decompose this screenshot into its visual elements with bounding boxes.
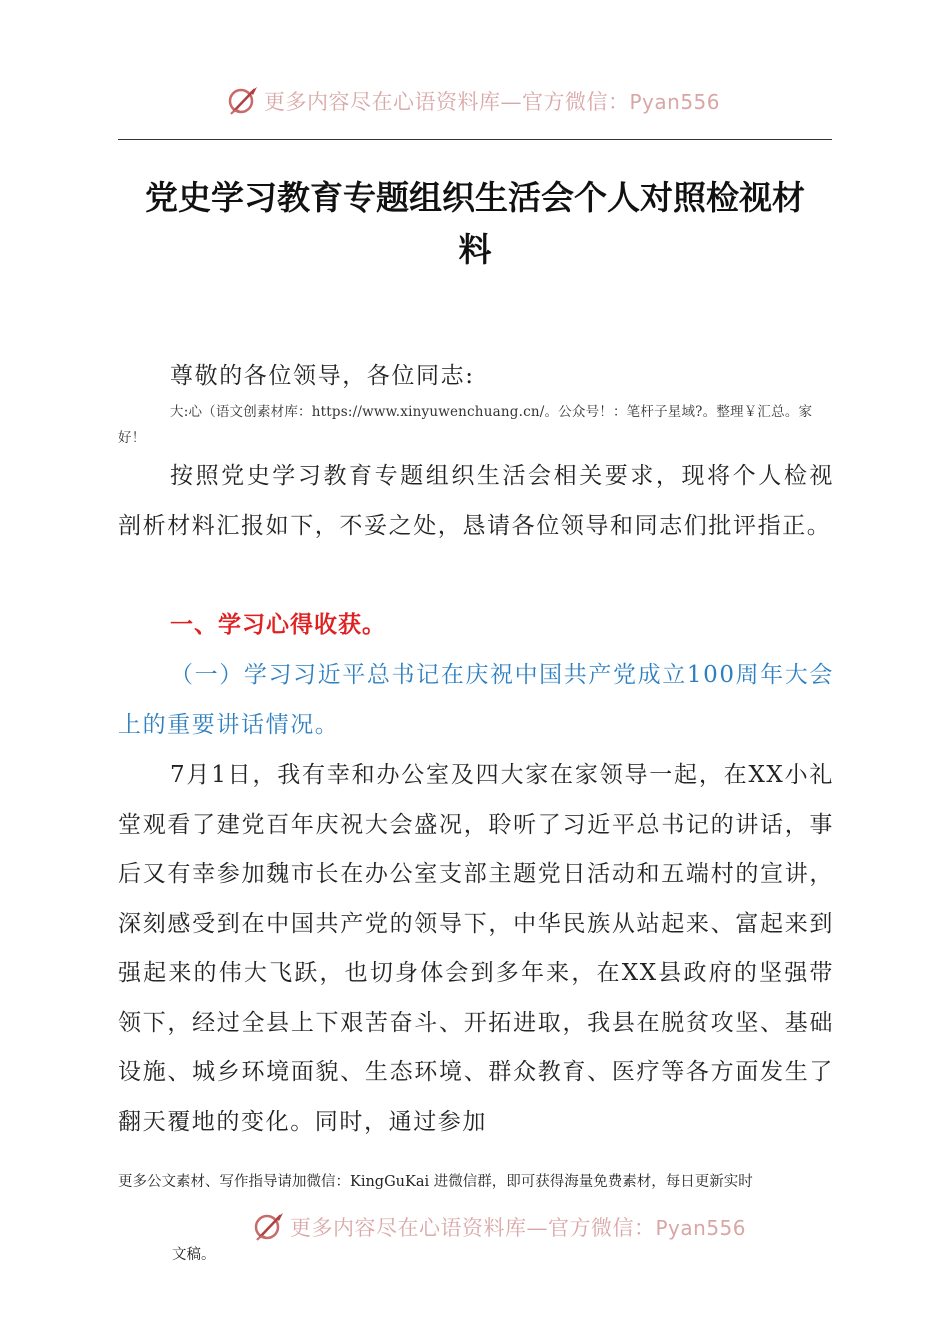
body-paragraph: 7月1日，我有幸和办公室及四大家在家领导一起，在XX小礼堂观看了建党百年庆祝大会盛况，聆听了习近平总书记的讲话，事后又有幸参加魏市长在办公室支部主题党日活动和五端村的宣讲，深刻感受到在中国共产党的领导下，中华民族从站起来、富起来到强起来的伟大飞跃，也切身体会到多年来，在XX县政府的坚强带领下，经过全县上下艰苦奋斗、开拓进取，我县在脱贫攻坚、基础设施、城乡环境面貌、生态环境、群众教育、医疗等各方面发生了翻天覆地的变化。同时，通过参加 (118, 762, 834, 1135)
footer-promo-text: 更多公文素材、写作指导请加微信：KingGuKai 进微信群，即可获得海量免费素材，每日更新实时 (118, 1174, 753, 1190)
document-title (100, 172, 850, 276)
section-heading-1: 一、学习心得收获。 (170, 612, 386, 638)
intro-paragraph: 按照党史学习教育专题组织生活会相关要求，现将个人检视剖析材料汇报如下，不妥之处，恳请各位领导和同志们批评指正。 (118, 463, 834, 539)
salutation: 尊敬的各位领导，各位同志: (170, 363, 475, 389)
footer-watermark-banner (252, 1210, 746, 1244)
header-divider (118, 139, 832, 140)
footer-promo-text-end: 文稿。 (172, 1247, 216, 1263)
title-line-2: 料 (458, 230, 492, 269)
pen-logo-icon (252, 1210, 286, 1244)
subsection-heading-1: （一）学习习近平总书记在庆祝中国共产党成立100周年大会上的重要讲话情况。 (118, 662, 834, 738)
banner-text: 更多内容尽在心语资料库—官方微信： (264, 90, 630, 114)
pen-logo-icon (226, 84, 260, 118)
title-line-1: 党史学习教育专题组织生活会个人对照检视材 (145, 178, 805, 217)
banner-wechat-id: Pyan556 (629, 90, 721, 114)
source-notice: 大:心（语文创素材库：https://www.xinyuwenchuang.cn/。公众号！：笔杆子星域?。整理￥汇总。家好！ (118, 404, 813, 446)
header-watermark-banner (226, 84, 720, 118)
banner-text: 更多内容尽在心语资料库—官方微信： (290, 1216, 656, 1240)
banner-wechat-id: Pyan556 (655, 1216, 747, 1240)
